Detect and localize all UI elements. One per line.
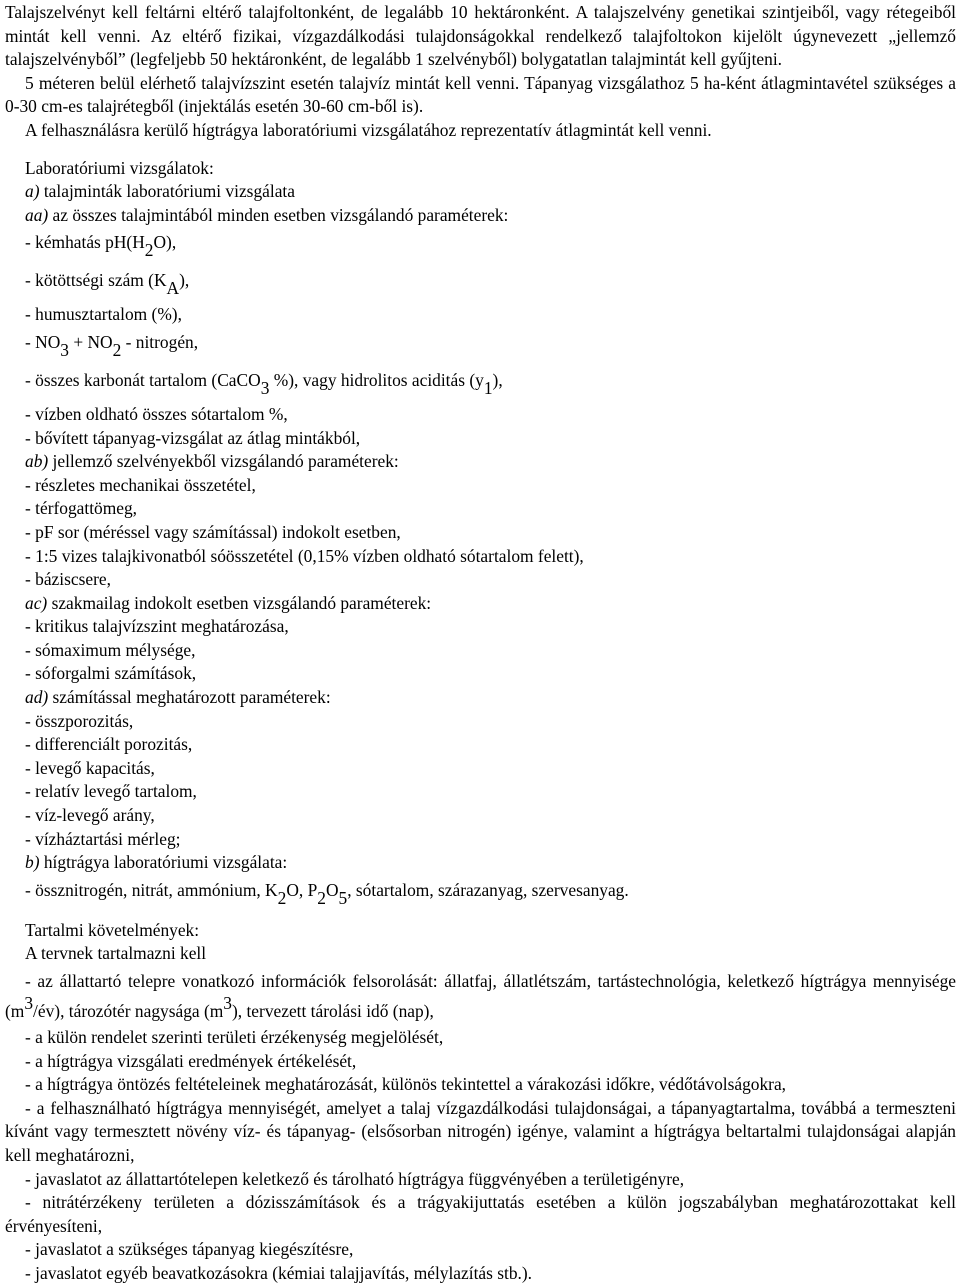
section-ac: ac) szakmailag indokolt esetben vizsgálandó paraméterek: [25,592,432,613]
req-item-4: - a hígtrágya öntözés feltételeinek meghatározását, különös tekintettel a várakozási időkre, védőtávolságokra, [25,1074,787,1095]
param-humus: - humusztartalom (%), [25,304,182,325]
req-item-1: - az állattartó telepre vonatkozó információk felsorolását: állatfaj, állatlétszám, tartástechnológia, keletkező hígtrágya mennyisége (m3/év), tározótér nagysága (m3), tervezett tárolási idő (nap), [5,971,956,1021]
param-nitrogen: - NO3 + NO2 - nitrogén, [25,331,199,360]
req-item-6: - javaslatot az állattartótelepen keletkező és tárolható hígtrágya függvényében a területigényre, [25,1168,685,1189]
ab-item: - térfogattömeg, [25,498,138,519]
section-a: a) talajminták laboratóriumi vizsgálata [25,181,295,202]
lab-heading: Laboratóriumi vizsgálatok: [25,157,214,178]
section-b: b) hígtrágya laboratóriumi vizsgálata: [25,852,288,873]
ab-item: - pF sor (méréssel vagy számítással) indokolt esetben, [25,521,401,542]
req-item-2: - a külön rendelet szerinti területi érzékenység megjelölését, [25,1027,444,1047]
param-ph: - kémhatás pH(H2O), [25,232,177,261]
ad-item: - vízháztartási mérleg; [25,828,181,849]
ac-item: - sómaximum mélysége, [25,639,196,660]
ad-item: - víz-levegő arány, [25,805,155,826]
ac-item: - sóforgalmi számítások, [25,663,197,684]
param-ka: - kötöttségi szám (KA), [25,270,190,299]
ab-item: - báziscsere, [25,569,111,590]
ad-item: - levegő kapacitás, [25,757,155,778]
param-salt: - vízben oldható összes sótartalom %, [25,403,288,424]
intro-paragraph-3: A felhasználásra kerülő hígtrágya laboratóriumi vizsgálatához reprezentatív átlagmintát kell venni. [25,119,712,140]
ad-item: - relatív levegő tartalom, [25,781,197,802]
ad-item: - összporozitás, [25,710,134,731]
req-item-7: - nitrátérzékeny területen a dózisszámítások és a trágyakijuttatás esetében a külön jogszabályban meghatározottakat kell érvényesíteni, [5,1192,956,1236]
requirements-lead: A tervnek tartalmazni kell [25,943,207,964]
section-aa: aa) az összes talajmintából minden esetben vizsgálandó paraméterek: [25,204,509,225]
ab-item: - 1:5 vizes talajkivonatból sóösszetétel (0,15% vízben oldható sótartalom felett), [25,545,584,566]
b-item: - össznitrogén, nitrát, ammónium, K2O, P2O5, sótartalom, szárazanyag, szervesanyag. [25,879,629,908]
section-ab: ab) jellemző szelvényekből vizsgálandó paraméterek: [25,451,399,472]
intro-paragraph-1: Talajszelvényt kell feltárni eltérő talajfoltonként, de legalább 10 hektáronként. A talajszelvény genetikai szintjeiből, vagy rétegeiből mintát kell venni. Az eltérő fizikai, vízgazdálkodási tulajdonságokkal rendelkező talajfoltokon kijelölt úgynevezett „jellemző talajszelvényből” (legfeljebb 50 hektáronként, de legalább 1 szelvényből) bolygatatlan talajmintát kell gyűjteni. [5,2,956,70]
ab-item: - részletes mechanikai összetétel, [25,474,256,495]
requirements-heading: Tartalmi követelmények: [25,919,200,940]
section-ad: ad) számítással meghatározott paraméterek: [25,687,331,708]
param-extended: - bővített tápanyag-vizsgálat az átlag mintákból, [25,427,361,448]
req-item-5: - a felhasználható hígtrágya mennyiségét, amelyet a talaj vízgazdálkodási tulajdonságai, a tápanyagtartalma, továbbá a termeszteni kívánt vagy termesztett növény víz- és tápanyag- (elsősorban nitrogén) igénye, valamint a hígtrágya beltartalmi tulajdonságai alapján kell meghatározni, [5,1097,956,1165]
ac-item: - kritikus talajvízszint meghatározása, [25,616,289,637]
req-item-3: - a hígtrágya vizsgálati eredmények értékelését, [25,1050,357,1071]
req-item-9: - javaslatot egyéb beavatkozásokra (kémiai talajjavítás, mélylazítás stb.). [25,1262,533,1283]
ad-item: - differenciált porozitás, [25,734,193,755]
param-carbonate: - összes karbonát tartalom (CaCO3 %), vagy hidrolitos aciditás (y1), [25,369,503,398]
req-item-8: - javaslatot a szükséges tápanyag kiegészítésre, [25,1239,354,1260]
intro-paragraph-2: 5 méteren belül elérhető talajvízszint esetén talajvíz mintát kell venni. Tápanyag vizsgálathoz 5 ha-ként átlagmintavétel szükséges a 0-30 cm-es talajrétegből (injektálás esetén 30-60 cm-ből is). [5,72,956,117]
